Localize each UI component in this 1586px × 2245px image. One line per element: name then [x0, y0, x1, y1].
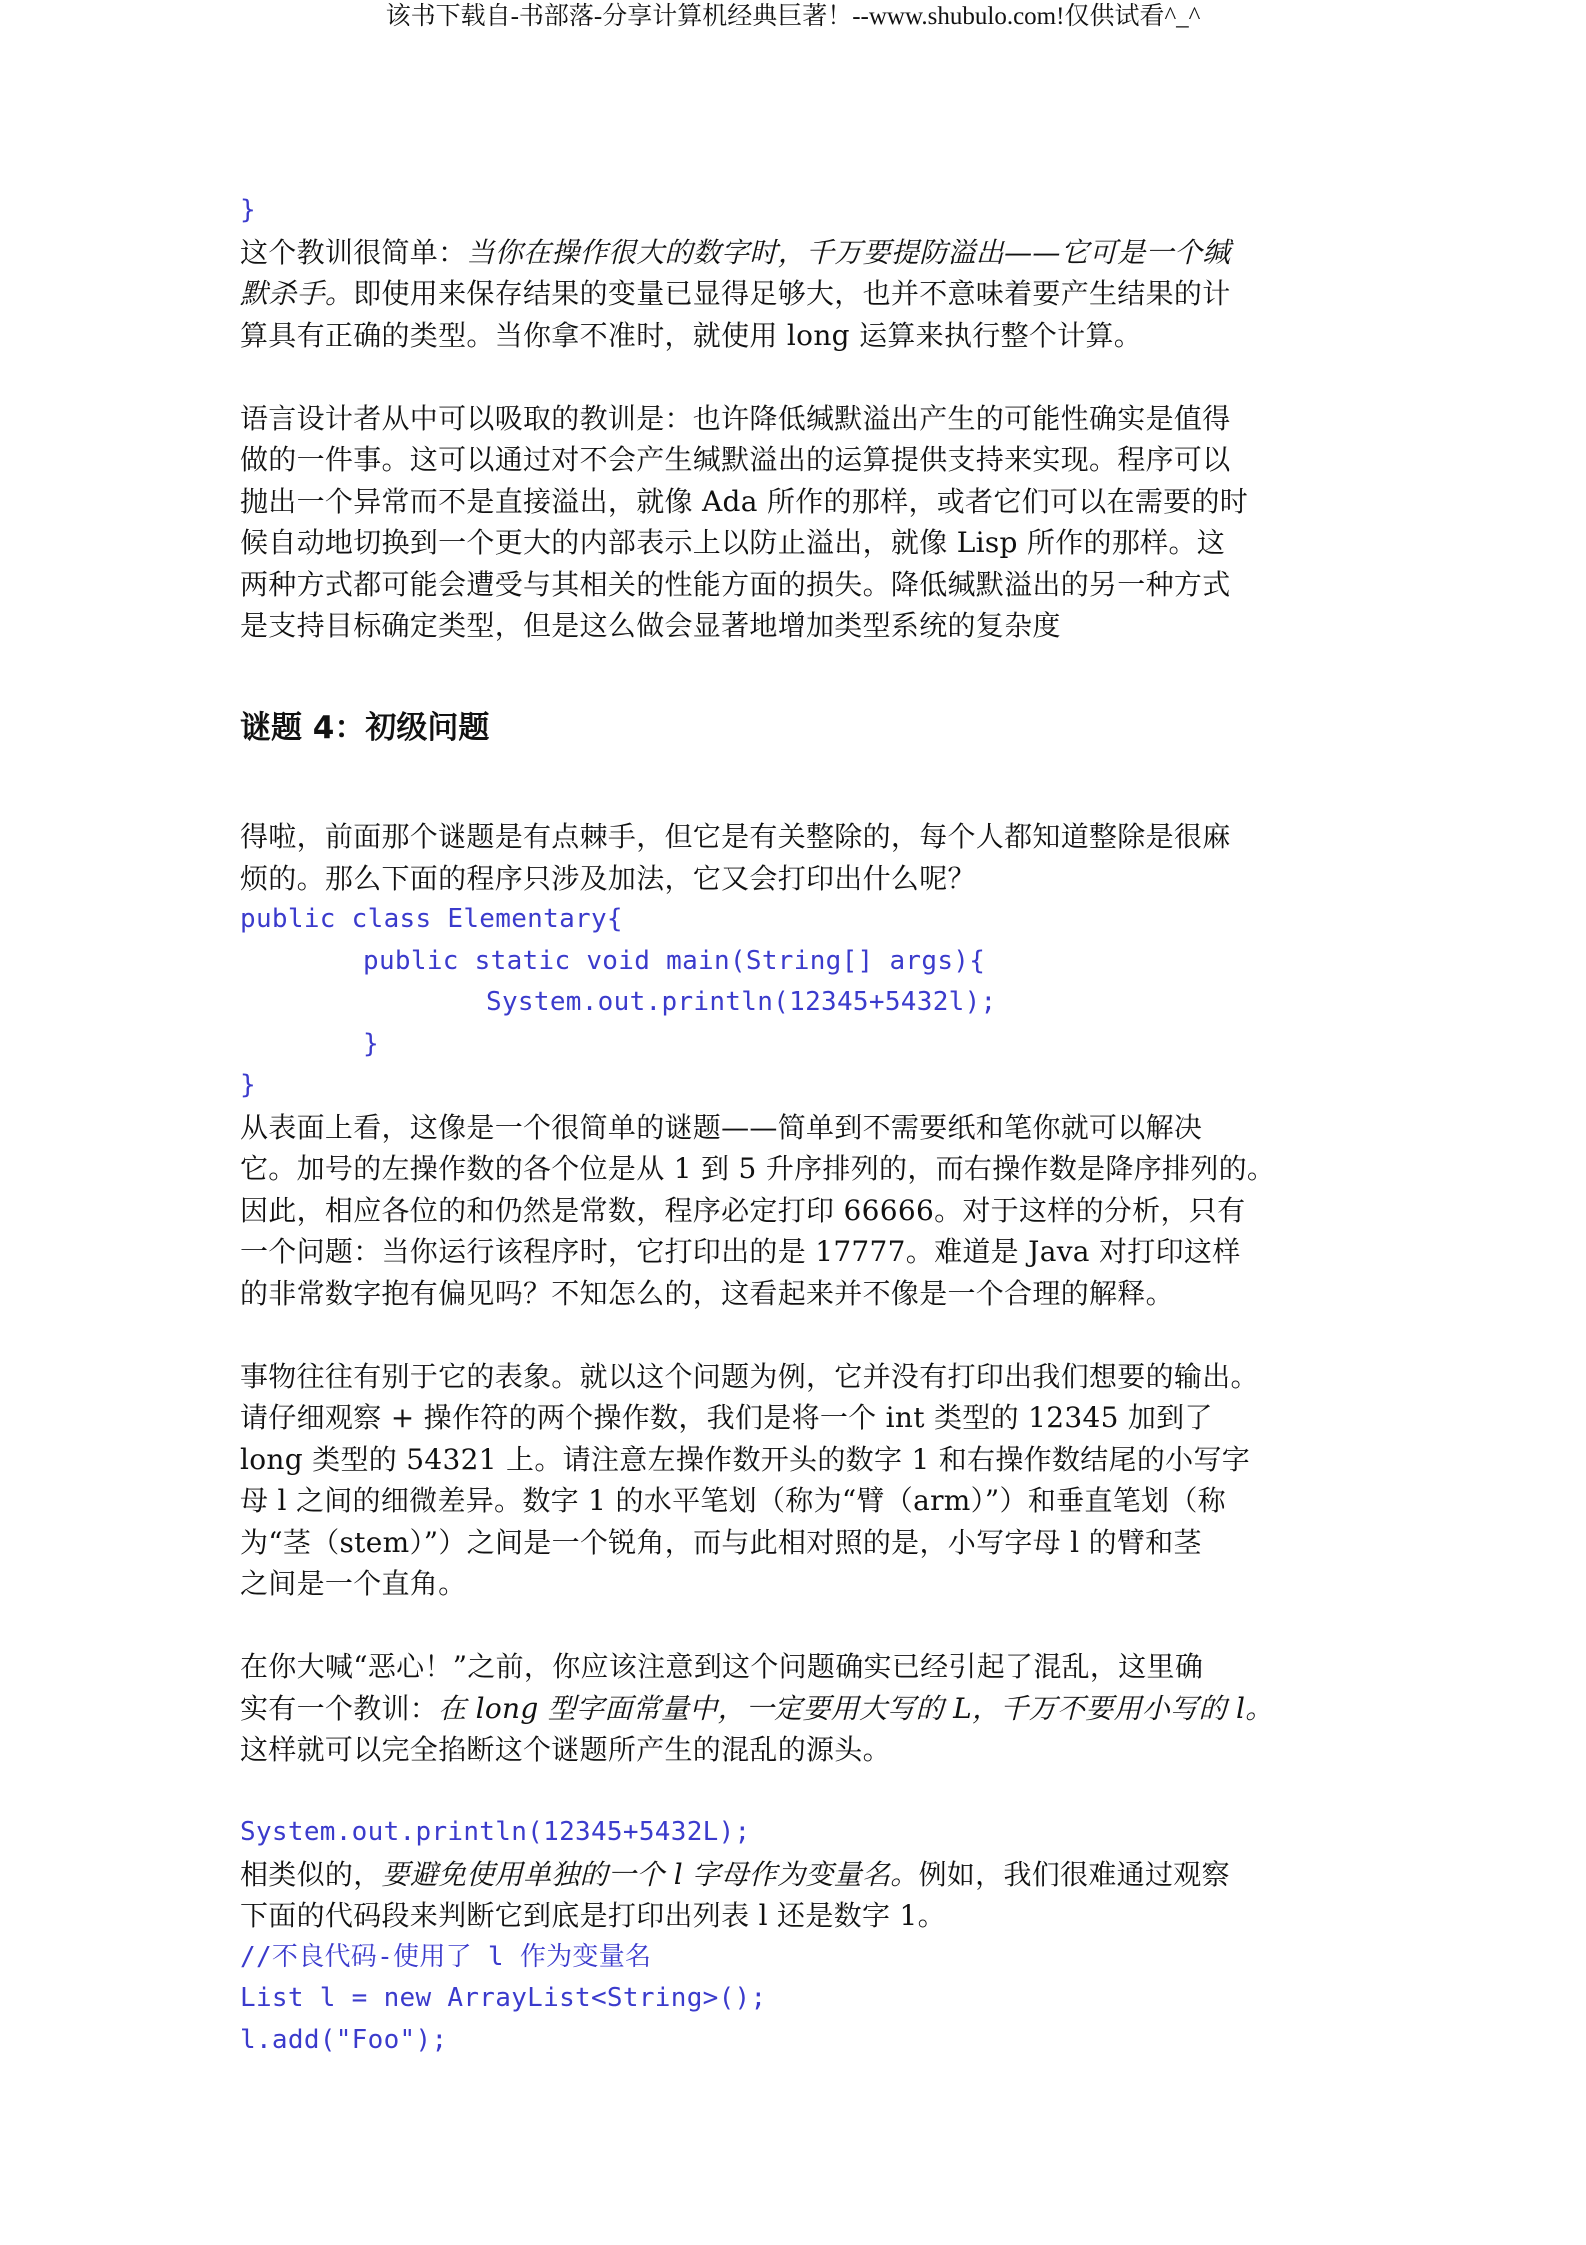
emphasized-text: 默杀手。	[240, 277, 354, 310]
text-line	[240, 315, 1360, 357]
text-line: 它。加号的左操作数的各个位是从 1 到 5 升序排列的，而右操作数是降序排列的。	[240, 1152, 1276, 1185]
code-line: public class Elementary{	[240, 904, 623, 934]
text-line: 得啦，前面那个谜题是有点棘手，但它是有关整除的，每个人都知道整除是很麻	[240, 820, 1231, 853]
paragraph-surface-analysis	[240, 1107, 1360, 1315]
paragraph-language-designers	[240, 398, 1360, 647]
text-span: 这样就可以完全掐断这个谜题所产生的混乱的源头。	[240, 1733, 891, 1766]
paragraph-overflow-lesson	[240, 232, 1360, 357]
text-line: 做的一件事。这可以通过对不会产生缄默溢出的运算提供支持来实现。程序可以	[240, 443, 1231, 476]
text-span: 这个教训很简单：	[240, 235, 467, 269]
section-heading: 谜题 4：初级问题	[240, 710, 490, 746]
code-line: public static void main(String[] args){	[363, 945, 986, 976]
code-line: //不良代码-使用了 l 作为变量名	[240, 1941, 652, 1972]
text-line: 的非常数字抱有偏见吗？不知怎么的，这看起来并不像是一个合理的解释。	[240, 1276, 1174, 1310]
text-line: 之间是一个直角。	[240, 1567, 467, 1600]
text-line: 两种方式都可能会遭受与其相关的性能方面的损失。降低缄默溢出的另一种方式	[240, 567, 1231, 601]
text-line: 母 l 之间的细微差异。数字 1 的水平笔划（称为“臂（arm）”）和垂直笔划（称	[240, 1484, 1226, 1517]
paragraph-explanation	[240, 1356, 1360, 1605]
text-line	[240, 1895, 1360, 1937]
text-line: 抛出一个异常而不是直接溢出，就像 Ada 所作的那样，或者它们可以在需要的时	[240, 484, 1249, 518]
text-span: 例如，我们很难通过观察	[918, 1857, 1230, 1891]
document-page	[240, 190, 1360, 2061]
emphasized-text: 当你在操作很大的数字时，千万要提防溢出——它可是一个缄	[466, 235, 1231, 269]
text-span: 算具有正确的类型。当你拿不准时，就使用 long 运算来执行整个计算。	[240, 318, 1143, 352]
code-fixed-println: System.out.println(12345+5432L);	[240, 1817, 751, 1847]
text-line: 候自动地切换到一个更大的内部表示上以防止溢出，就像 Lisp 所作的那样。这	[240, 526, 1226, 559]
code-line: }	[240, 1070, 256, 1100]
text-line: 因此，相应各位的和仍然是常数，程序必定打印 66666。对于这样的分析，只有	[240, 1193, 1246, 1227]
code-closing-brace: }	[240, 195, 256, 225]
code-line: }	[363, 1028, 379, 1059]
code-block-bad-variable	[240, 1937, 1360, 2062]
text-line: 请仔细观察 + 操作符的两个操作数，我们是将一个 int 类型的 12345 加到了	[240, 1401, 1213, 1434]
text-line	[240, 232, 1360, 274]
text-line: 从表面上看，这像是一个很简单的谜题——简单到不需要纸和笔你就可以解决	[240, 1110, 1203, 1144]
text-span: 相类似的，	[240, 1857, 382, 1891]
paragraph-variable-naming	[240, 1854, 1360, 1937]
emphasized-text: 在 long 型字面常量中，一定要用大写的 L，千万不要用小写的 l。	[438, 1691, 1274, 1725]
emphasized-text: 要避免使用单独的一个 l 字母作为变量名。	[381, 1857, 919, 1891]
code-line: System.out.println(12345+5432l);	[486, 987, 997, 1017]
paragraph-lesson-uppercase-l	[240, 1646, 1360, 1771]
paragraph-intro	[240, 816, 1360, 899]
text-line	[240, 1646, 1360, 1688]
text-line: 语言设计者从中可以吸取的教训是：也许降低缄默溢出产生的可能性确实是值得	[240, 401, 1231, 435]
text-line: long 类型的 54321 上。请注意左操作数开头的数字 1 和右操作数结尾的小写字	[240, 1442, 1251, 1476]
text-line	[240, 1729, 1360, 1771]
text-span: 下面的代码段来判断它到底是打印出列表 l 还是数字 1。	[240, 1899, 946, 1932]
code-line: l.add("Foo");	[240, 2024, 448, 2055]
code-line: List l = new ArrayList<String>();	[240, 1983, 767, 2013]
text-line	[240, 273, 1360, 315]
code-block-elementary	[240, 899, 1360, 1107]
text-span: 即使用来保存结果的变量已显得足够大，也并不意味着要产生结果的计	[353, 277, 1231, 310]
text-line: 一个问题：当你运行该程序时，它打印出的是 17777。难道是 Java 对打印这样	[240, 1235, 1241, 1268]
text-line: 是支持目标确定类型，但是这么做会显著地增加类型系统的复杂度	[240, 609, 1061, 642]
text-line: 烦的。那么下面的程序只涉及加法，它又会打印出什么呢？	[240, 861, 976, 895]
text-line: 事物往往有别于它的表象。就以这个问题为例，它并没有打印出我们想要的输出。	[240, 1359, 1259, 1393]
download-banner: 该书下载自-书部落-分享计算机经典巨著！--www.shubulo.com!仅供试看^_^	[385, 3, 1201, 30]
text-span: 实有一个教训：	[240, 1691, 439, 1725]
text-line: 为“茎（stem）”）之间是一个锐角，而与此相对照的是，小写字母 l 的臂和茎	[240, 1525, 1202, 1559]
text-line	[240, 1688, 1360, 1730]
text-line	[240, 1854, 1360, 1896]
text-span: 在你大喊“恶心！”之前，你应该注意到这个问题确实已经引起了混乱，这里确	[240, 1650, 1204, 1683]
